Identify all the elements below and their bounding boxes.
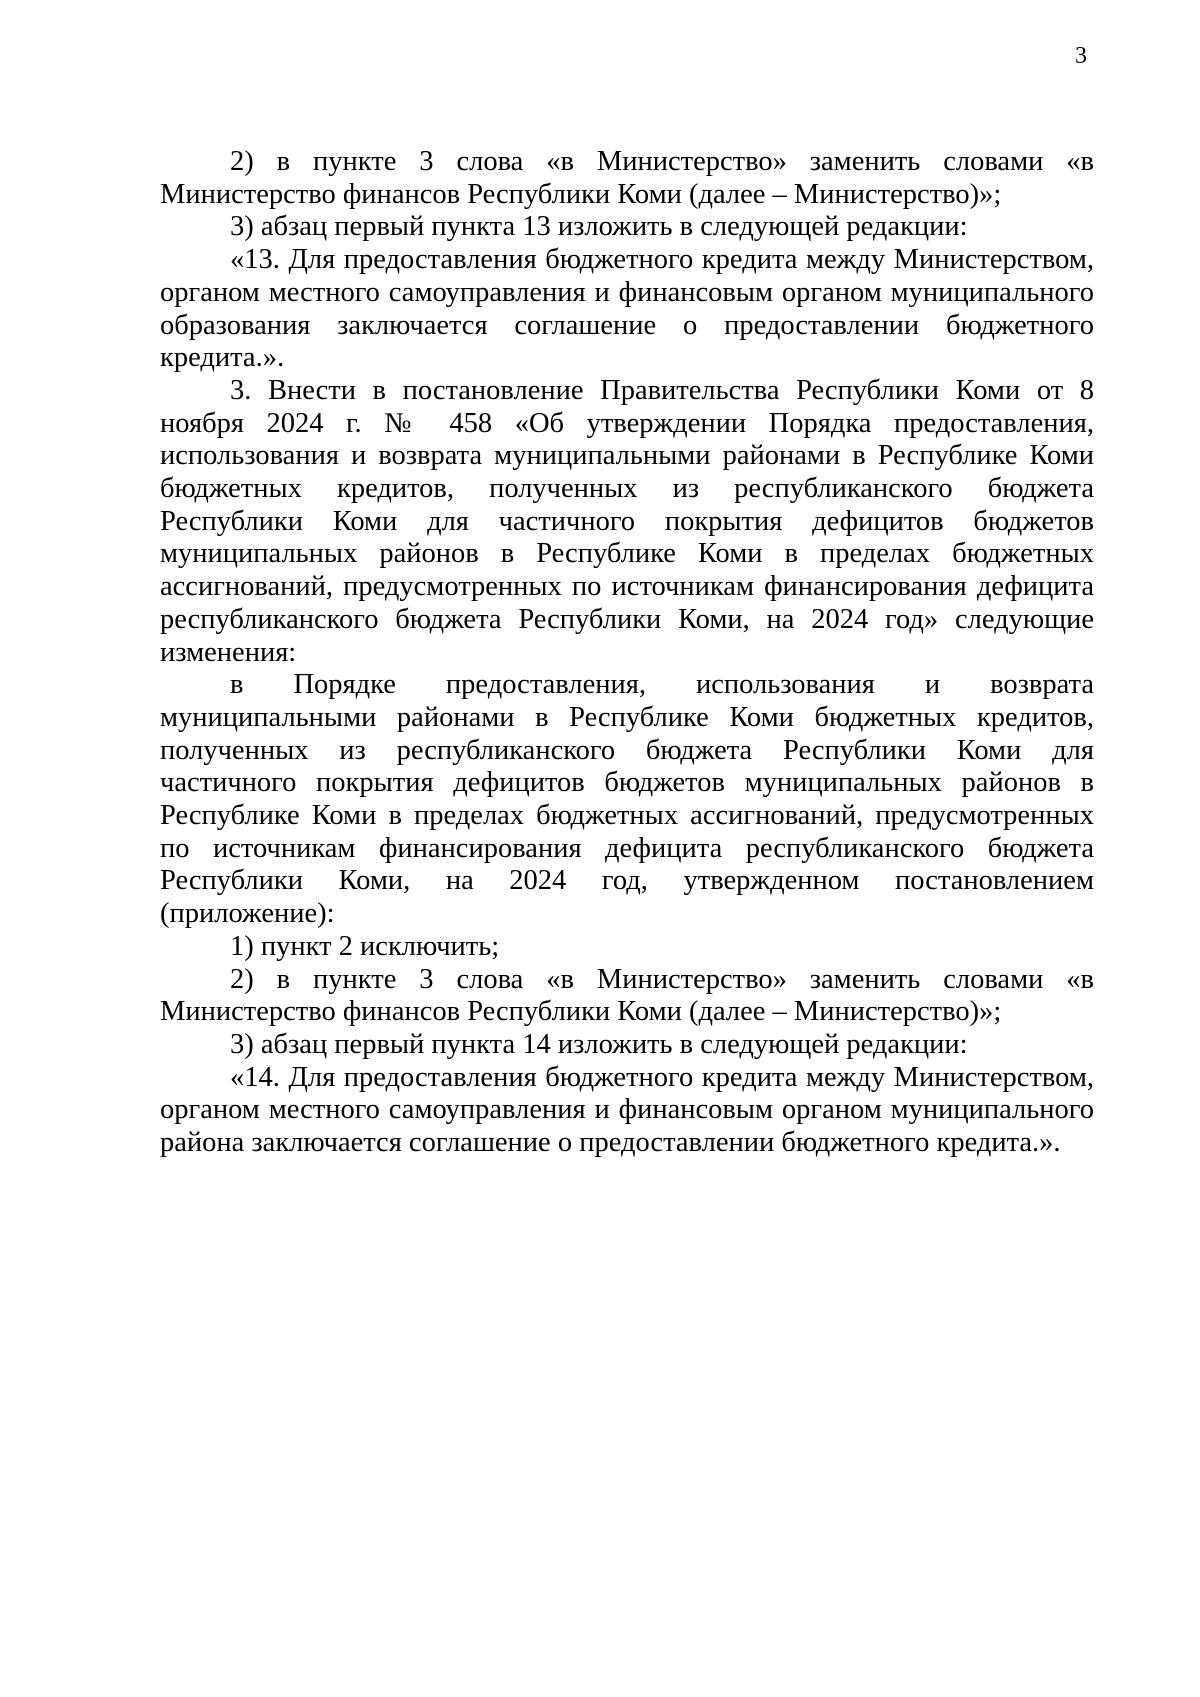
paragraph-item-2-ministry-rename-second: 2) в пункте 3 слова «в Министерство» заменить словами «в Министерство финансов Республики Коми (далее – Министерство)»;	[160, 963, 1094, 1028]
paragraph-section-3-amendment: 3. Внести в постановление Правительства Республики Коми от 8 ноября 2024 г. № 458 «Об утверждении Порядка предоставления, использования и возврата муниципальными районами в Республике Коми бюджетных кредитов, полученных из республиканского бюджета Республики Коми для частичного покрытия дефицитов бюджетов муниципальных районов в Республике Коми в пределах бюджетных ассигнований, предусмотренных по источникам финансирования дефицита республиканского бюджета Республики Коми, на 2024 год» следующие изменения:	[160, 374, 1094, 668]
page-number: 3	[1075, 43, 1087, 69]
paragraph-order-reference: в Порядке предоставления, использования и возврата муниципальными районами в Республике Коми бюджетных кредитов, полученных из республиканского бюджета Республики Коми для частичного покрытия дефицитов бюджетов муниципальных районов в Республике Коми в пределах бюджетных ассигнований, предусмотренных по источникам финансирования дефицита республиканского бюджета Республики Коми, на 2024 год, утвержденном постановлением (приложение):	[160, 669, 1094, 930]
paragraph-point-14-text: «14. Для предоставления бюджетного кредита между Министерством, органом местного самоуправления и финансовым органом муниципального района заключается соглашение о предоставлении бюджетного кредита.».	[160, 1061, 1094, 1159]
paragraph-item-3-point-13-intro: 3) абзац первый пункта 13 изложить в следующей редакции:	[230, 211, 968, 243]
paragraph-item-1-exclude: 1) пункт 2 исключить;	[230, 930, 500, 962]
document-body	[160, 146, 1094, 1160]
paragraph-point-13-text: «13. Для предоставления бюджетного кредита между Министерством, органом местного самоуправления и финансовым органом муниципального образования заключается соглашение о предоставлении бюджетного кредита.».	[160, 244, 1094, 374]
paragraph-item-2-ministry-rename: 2) в пункте 3 слова «в Министерство» заменить словами «в Министерство финансов Республики Коми (далее – Министерство)»;	[160, 146, 1094, 210]
paragraph-item-3-point-14-intro: 3) абзац первый пункта 14 изложить в следующей редакции:	[230, 1028, 968, 1060]
